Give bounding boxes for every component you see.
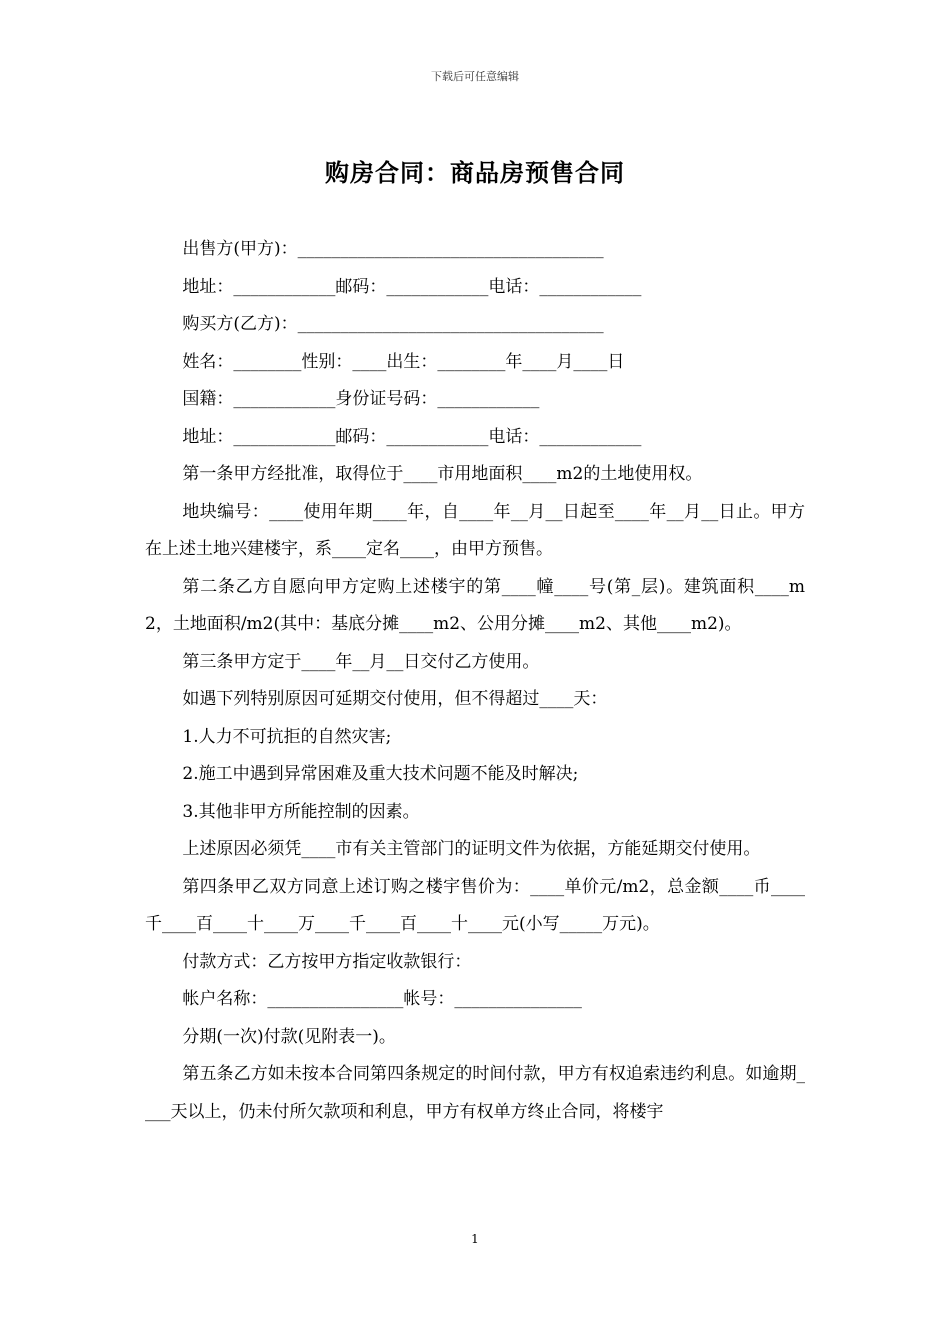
delay-reason-3: 3.其他非甲方所能控制的因素。: [182, 801, 420, 822]
delay-reason-2: 2.施工中遇到异常困难及重大技术问题不能及时解决;: [182, 764, 579, 784]
page-number: 1: [471, 1232, 479, 1246]
installment-line: 分期(一次)付款(见附表一)。: [182, 1026, 396, 1047]
article-5: 第五条乙方如未按本合同第四条规定的时间付款，甲方有权追索违约利息。如逾期____天以上，仍未付所欠款项和利息，甲方有权单方终止合同，将楼宇: [145, 1064, 805, 1122]
seller-address-line: 地址：____________邮码：____________电话：____________: [182, 276, 642, 297]
payment-method: 付款方式：乙方按甲方指定收款银行：: [182, 951, 472, 972]
article-1: 第一条甲方经批准，取得位于____市用地面积____m2的土地使用权。: [182, 464, 703, 484]
buyer-name-line: 姓名：________性别：____出生：________年____月____日: [182, 351, 625, 372]
buyer-line: 购买方(乙方)：____________________________________: [182, 314, 604, 334]
article-2: 第二条乙方自愿向甲方定购上述楼宇的第____幢____号(第_层)。建筑面积____m2，土地面积/m2(其中：基底分摊____m2、公用分摊____m2、其他____m2)。: [145, 576, 805, 634]
bank-account-line: 帐户名称：________________帐号：_______________: [182, 989, 582, 1009]
delay-clause: 如遇下列特别原因可延期交付使用，但不得超过____天：: [182, 689, 608, 709]
land-parcel-paragraph: 地块编号：____使用年期____年，自____年__月__日起至____年__月__日止。甲方在上述土地兴建楼宇，系____定名____，由甲方预售。: [145, 501, 805, 559]
document-title: 购房合同：商品房预售合同: [325, 158, 625, 187]
contract-body: [145, 231, 805, 1131]
buyer-nationality-line: 国籍：____________身份证号码：____________: [182, 389, 540, 409]
delay-reason-1: 1.人力不可抗拒的自然灾害;: [182, 726, 392, 747]
article-3: 第三条甲方定于____年__月__日交付乙方使用。: [182, 651, 540, 672]
page-header-note: 下载后可任意编辑: [431, 70, 519, 83]
delay-proof-paragraph: 上述原因必须凭____市有关主管部门的证明文件为依据，方能延期交付使用。: [182, 839, 761, 859]
buyer-address-line: 地址：____________邮码：____________电话：____________: [182, 426, 642, 447]
seller-line: 出售方(甲方)：____________________________________: [182, 239, 604, 259]
article-4: 第四条甲乙双方同意上述订购之楼宇售价为：____单价元/m2，总金额____币____千____百____十____万____千____百____十____元(小写_____万元)。: [145, 876, 805, 934]
